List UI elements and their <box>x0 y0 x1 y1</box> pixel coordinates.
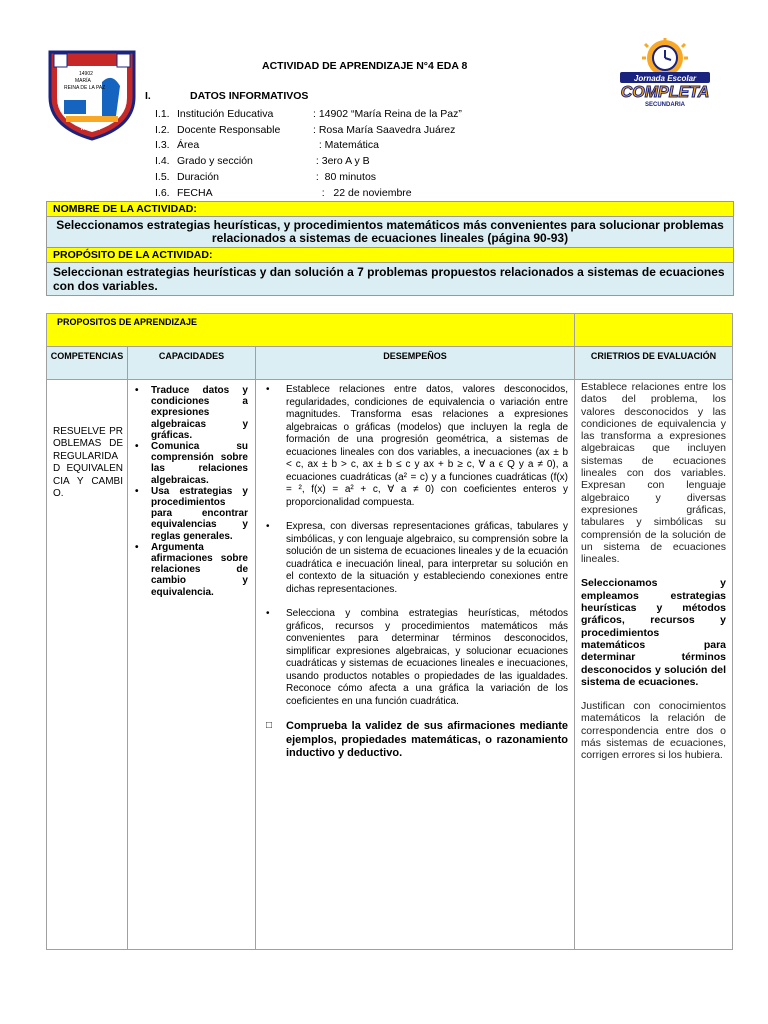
criterio-paragraph: Justifican con conocimientos matemáticos la relación de correspondencia entre dos o más sistemas de ecuaciones, corrigen errores si los hubiera. <box>581 700 727 762</box>
info-key: Institución Educativa <box>177 107 274 120</box>
info-row <box>155 122 462 138</box>
info-number: I.6. <box>155 186 170 199</box>
info-number: I.5. <box>155 171 170 184</box>
competencia-text: RESUELVE PROBLEMAS DE REGULARIDAD EQUIVALENCIA Y CAMBIO. <box>53 426 123 500</box>
capacidades-cell <box>128 380 256 950</box>
capacidad-item: • Comunica su comprensión sobre las relaciones algebraicas. <box>151 441 248 486</box>
desempeno-text: Comprueba la validez de sus afirmaciones mediante ejemplos, propiedades matemáticas, o razonamiento inductivo y deductivo. <box>286 720 569 759</box>
criterios-cell <box>575 380 733 950</box>
desempeno-text: Expresa, con diversas representaciones gráficas, tabulares y simbólicas, y con lenguaje algebraico, su comprensión sobre la solución de un sistema de ecuaciones lineales y de la ecuación cuadrática e inecuación lineal, para interpretar su solución en el contexto de la situación y estableciendo conexiones entre dichas representaciones. <box>286 521 569 595</box>
section-number: I. <box>145 90 151 102</box>
desempeno-text: Selecciona y combina estrategias heurísticas, métodos gráficos, recursos y procedimientos matemáticos más convenientes para determinar términos desconocidos, simplificar expresiones algebraicas, y solucionar ecuaciones cuadráticas y sistemas de ecuaciones lineales e inecuaciones, usando productos notables o propiedades de las igualdades. Reconoce cómo afecta a una gráfica la variación de los coeficientes en una función cuadrática. <box>286 608 569 707</box>
info-row <box>155 185 462 201</box>
table-title-row <box>47 314 733 347</box>
criterio-paragraph: Seleccionamos y empleamos estrategias heurísticas y métodos gráficos, recursos y procedimientos matemáticos para determinar términos desconocidos y solución del sistema de ecuaciones. <box>581 577 727 688</box>
clock-sun-logo <box>600 38 730 108</box>
capacidad-item: • Argumenta afirmaciones sobre relaciones de cambio y equivalencia. <box>151 542 248 598</box>
desempenos-cell <box>256 380 575 950</box>
table-header-row <box>47 347 733 380</box>
desempeno-item <box>264 521 568 596</box>
school-crest-logo <box>42 42 142 142</box>
info-value: : 80 minutos <box>313 171 377 184</box>
info-value: : Rosa María Saavedra Juárez <box>313 123 456 136</box>
bullet-icon: • <box>266 608 270 619</box>
header-capacidades: CAPACIDADES <box>128 347 256 380</box>
info-number: I.2. <box>155 123 170 136</box>
activity-purpose: Seleccionan estrategias heurísticas y dan solución a 7 problemas propuestos relacionados a sistemas de ecuaciones con dos variables. <box>47 263 733 295</box>
capacidades-list <box>129 381 254 598</box>
section-heading <box>145 90 308 102</box>
info-key: Duración <box>177 171 220 184</box>
document-title: ACTIVIDAD DE APRENDIZAJE N°4 EDA 8 <box>262 60 468 72</box>
info-key: Área <box>177 139 200 152</box>
header-desempenos: DESEMPEÑOS <box>256 347 575 380</box>
info-key: Docente Responsable <box>177 123 281 136</box>
learning-purposes-table <box>46 313 733 950</box>
bullet-icon: • <box>266 521 270 532</box>
desempeno-item <box>264 720 568 761</box>
desempeno-text: Establece relaciones entre datos, valores desconocidos, regularidades, condiciones de equivalencia o variación entre magnitudes. Transforma esas relaciones a expresiones algebraicas o gráficas (modelos) que incluyen la regla de formación de una progresión geométrica, a sistemas de ecuaciones lineales con dos variables, a inecuaciones (ax ± b < c, ax ± b > c, ax ± b ≤ c y ax + b ≥ c, ∀ a ϵ Q y a ≠ 0), a ecuaciones cuadráticas (a² = c) y a funciones cuadráticas (f(x) = ², f(x) = a² + c, ∀ a ≠ 0) con coeficientes enteros y proporcionalidad compuesta. <box>286 384 569 508</box>
svg-text:Jornada Escolar: Jornada Escolar <box>633 74 697 83</box>
desempeno-item <box>264 384 568 509</box>
svg-text:COMPLETA: COMPLETA <box>620 84 710 101</box>
info-row <box>155 153 462 169</box>
info-row <box>155 106 462 122</box>
svg-text:MARÍA: MARÍA <box>75 78 91 84</box>
info-number: I.3. <box>155 139 170 152</box>
info-value: : 3ero A y B <box>313 155 370 168</box>
bullet-icon: • <box>266 384 270 395</box>
info-key: FECHA <box>177 186 213 199</box>
info-list <box>155 106 462 201</box>
table-title-empty-cell <box>575 314 733 347</box>
checkbox-icon: □ <box>266 720 273 731</box>
table-title: PROPOSITOS DE APRENDIZAJE <box>47 314 575 347</box>
info-number: I.1. <box>155 107 170 120</box>
activity-name-label: NOMBRE DE LA ACTIVIDAD: <box>47 202 733 217</box>
svg-text:SECUNDARIA: SECUNDARIA <box>644 102 686 108</box>
activity-box <box>46 201 734 296</box>
section-label: DATOS INFORMATIVOS <box>190 90 309 102</box>
info-value: : 22 de noviembre <box>313 186 412 199</box>
info-number: I.4. <box>155 155 170 168</box>
info-value: : 14902 “María Reina de la Paz” <box>313 107 462 120</box>
desempeno-item <box>264 608 568 708</box>
info-row <box>155 138 462 154</box>
activity-name: Seleccionamos estrategias heurísticas, y procedimientos matemáticos más convenientes para solucionar problemas relacionados a sistemas de ecuaciones lineales (página 90-93) <box>47 217 733 248</box>
criterio-paragraph: Establece relaciones entre los datos del problema, los valores desconocidos y las condiciones de equivalencia y las transforma a expresiones algebraicas que incluyen sistemas de ecuaciones lineales con dos variables. Expresan con lenguaje algebraico y diversas expresiones gráficas, tabulares y simbólicas su comprensión de la solución de un sistema de ecuaciones lineales. <box>581 381 727 566</box>
capacidad-item: • Usa estrategias y procedimientos para encontrar equivalencias y reglas generales. <box>151 486 248 542</box>
header-criterios: CRIETRIOS DE EVALUACIÓN <box>575 347 733 380</box>
table-body-row <box>47 380 733 950</box>
info-key: Grado y sección <box>177 155 253 168</box>
info-row <box>155 169 462 185</box>
info-value: : Matemática <box>313 139 379 152</box>
competencia-cell <box>47 380 128 950</box>
activity-purpose-label: PROPÓSITO DE LA ACTIVIDAD: <box>47 248 733 263</box>
svg-text:14902: 14902 <box>79 71 93 77</box>
svg-text:TALARA: TALARA <box>80 126 101 132</box>
header-competencias: COMPETENCIAS <box>47 347 128 380</box>
svg-text:REINA DE LA PAZ: REINA DE LA PAZ <box>64 85 106 91</box>
capacidad-item: • Traduce datos y condiciones a expresiones algebraicas y gráficas. <box>151 385 248 441</box>
